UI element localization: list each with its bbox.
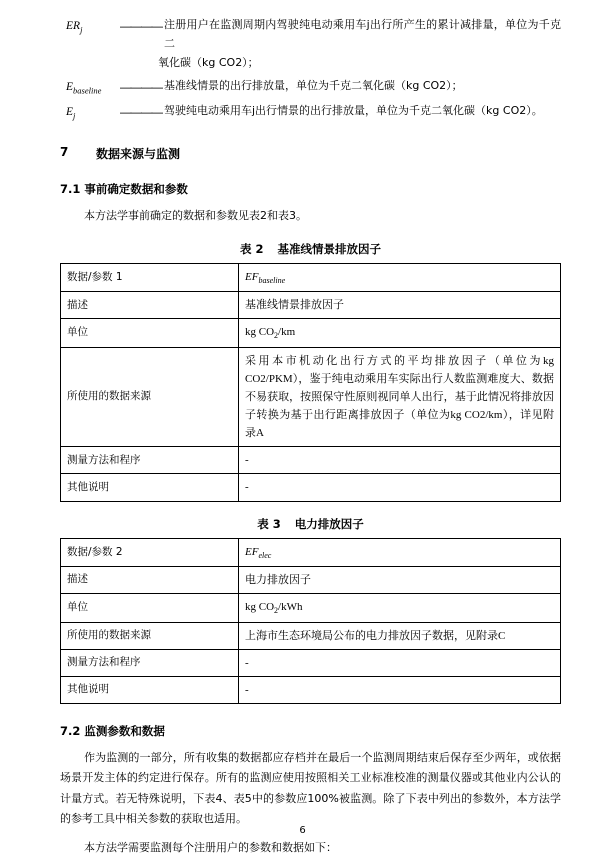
- heading-section-7-number: 7: [60, 145, 69, 160]
- table-row: [61, 474, 561, 501]
- table-2-key-1: 描述: [61, 292, 239, 319]
- definition-item: [60, 102, 561, 123]
- definition-text: 驾驶纯电动乘用车j出行情景的出行排放量，单位为千克二氧化碳（kg CO2）。: [164, 104, 543, 118]
- page-footer: 6: [299, 825, 306, 836]
- definition-symbol: $ER_j$: [66, 20, 83, 35]
- definition-dash: ————: [120, 21, 162, 33]
- table-2-value-4: -: [239, 447, 561, 474]
- table-2-value-5: -: [239, 474, 561, 501]
- table-3-value-5: -: [239, 676, 561, 703]
- definition-item: [60, 16, 561, 53]
- heading-section-7-1: 7.1 事前确定数据和参数: [60, 182, 188, 197]
- table-2-key-3: 所使用的数据来源: [61, 347, 239, 447]
- table-row: [61, 649, 561, 676]
- table-2-key-2: 单位: [61, 319, 239, 347]
- table-row: [61, 538, 561, 566]
- definition-text: 注册用户在监测周期内驾驶纯电动乘用车j出行所产生的累计减排量，单位为千克二: [164, 18, 561, 50]
- heading-section-7: [60, 145, 561, 162]
- table-3: [60, 538, 561, 704]
- table-row: [61, 347, 561, 447]
- table-2-caption: [60, 241, 561, 257]
- definition-item: [60, 77, 561, 98]
- table-2-caption-title: 基准线情景排放因子: [277, 241, 381, 256]
- table-3-key-0: 数据/参数 2: [61, 538, 239, 566]
- table-2: [60, 263, 561, 502]
- table-3-key-5: 其他说明: [61, 676, 239, 703]
- table-2-value-0: $EF_{baseline}$: [239, 263, 561, 291]
- paragraph-7-2-b: 本方法学需要监测每个注册用户的参数和数据如下：: [84, 841, 337, 855]
- table-2-key-5: 其他说明: [61, 474, 239, 501]
- table-3-caption: [60, 516, 561, 532]
- table-3-value-4: -: [239, 649, 561, 676]
- table-3-caption-label: 表 3: [257, 516, 281, 531]
- table-3-value-2: kg $CO_2$/kWh: [239, 594, 561, 622]
- table-3-value-0: $EF_{elec}$: [239, 538, 561, 566]
- table-3-key-1: 描述: [61, 567, 239, 594]
- table-3-value-3: 上海市生态环境局公布的电力排放因子数据，见附录C: [239, 622, 561, 649]
- table-row: [61, 622, 561, 649]
- definition-continuation: 氧化碳（kg CO2）；: [158, 56, 259, 70]
- definition-text: 基准线情景的出行排放量，单位为千克二氧化碳（kg CO2）；: [164, 79, 463, 93]
- table-3-key-4: 测量方法和程序: [61, 649, 239, 676]
- table-row: [61, 594, 561, 622]
- table-2-caption-label: 表 2: [239, 241, 264, 256]
- table-3-value-1: 电力排放因子: [239, 567, 561, 594]
- table-2-key-0: 数据/参数 1: [61, 263, 239, 291]
- heading-section-7-title: 数据来源与监测: [96, 147, 181, 162]
- table-row: [61, 567, 561, 594]
- table-2-value-1: 基准线情景排放因子: [239, 292, 561, 319]
- table-row: [61, 676, 561, 703]
- definition-dash: ————: [120, 82, 162, 95]
- definition-symbol: $E_j$: [66, 106, 76, 121]
- table-row: [61, 263, 561, 291]
- definition-dash: ————: [120, 107, 162, 120]
- definition-list: [60, 16, 561, 123]
- table-3-caption-title: 电力排放因子: [294, 516, 364, 531]
- table-row: [61, 292, 561, 319]
- table-3-key-3: 所使用的数据来源: [61, 622, 239, 649]
- table-3-key-2: 单位: [61, 594, 239, 622]
- paragraph-7-1: 本方法学事前确定的数据和参数见表2和表3。: [84, 209, 307, 223]
- table-row: [61, 447, 561, 474]
- definition-symbol: $E_{baseline}$: [66, 81, 102, 96]
- paragraph-7-2-a: 作为监测的一部分，所有收集的数据都应存档并在最后一个监测周期结束后保存至少两年，或依据场景开发主体的约定进行保存。所有的监测应使用按照相关工业标准校准的测量仪器或其他业内公认的计量方式。若无特殊说明，下表4、表5中的参数应100%被监测。除了下表中列出的参数外，本方法学的参考工具中相关参数的获取也适用。: [60, 750, 561, 825]
- table-2-key-4: 测量方法和程序: [61, 447, 239, 474]
- heading-section-7-2: 7.2 监测参数和数据: [60, 723, 165, 738]
- table-row: [61, 319, 561, 347]
- table-2-value-3: 采用本市机动化出行方式的平均排放因子（单位为kg CO2/PKM），鉴于纯电动乘用车实际出行人数监测难度大、数据不易获取，按照保守性原则视同单人出行，基于此情况将排放因子转换为基于出行距离排放因子（单位为kg CO2/km），详见附录A: [239, 347, 561, 447]
- table-2-value-2: kg $CO_2/km$: [239, 319, 561, 347]
